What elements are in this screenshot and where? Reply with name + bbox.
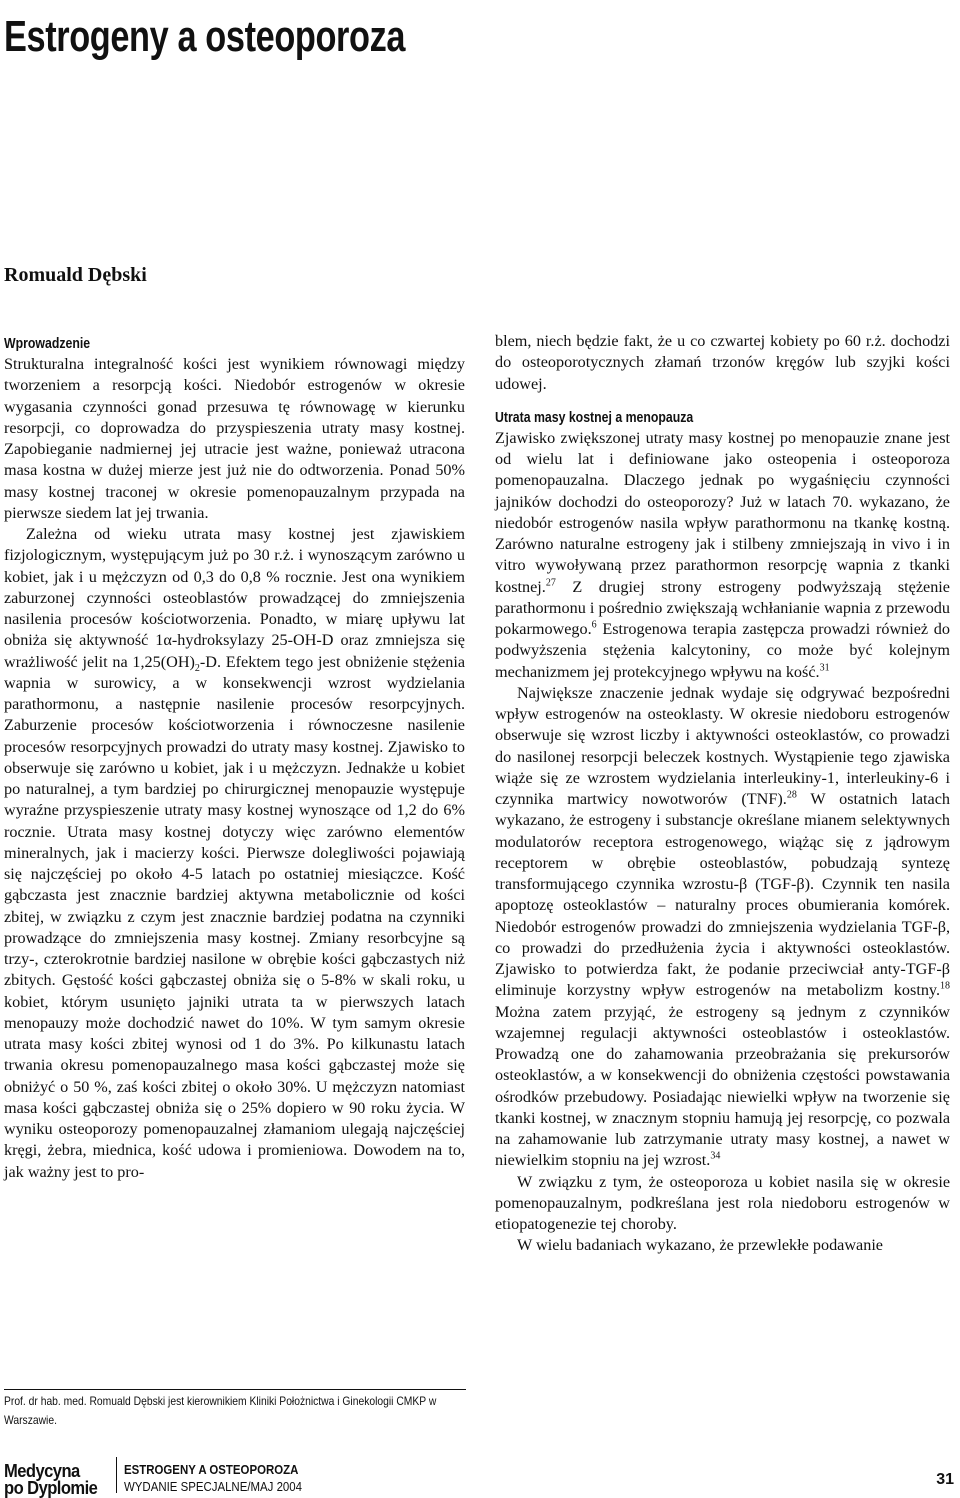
author-footnote <box>4 1389 466 1430</box>
reference-mark: 18 <box>940 980 950 992</box>
paragraph <box>495 1235 950 1256</box>
paragraph-text: -D. Efektem tego jest obniżenie stężenia wapnia w surowicy, a w konsekwencji wzrost wydzielania parathormonu, a następnie nasilenie procesów resorpcyjnych. Zaburzenie procesów kościotworzenia i równoczesne nasilenie procesów resorpcyjnych prowadzi do utraty masy kostnej. Zjawisko to obserwuje się zarówno u kobiet, jak i u mężczyzn. Jednakże u kobiet po naturalnej, a tym bardziej po chirurgicznej menopauzie występuje wyraźne przyspieszenie utraty masy kostnej wynoszące od 1,2 do 6% rocznie. Utrata masy kostnej dotyczy więc zarówno elementów mineralnych, jak i macierzy kości. Pierwsze dolegliwości pojawiają się najczęściej po około 4-5 latach po ostatniej miesiączce. Kość gąbczasta jest znacznie bardziej aktywna metabolicznie od kości zbitej, w związku z czym jest znacznie bardziej podatna na czynniki prowadzące do zmniejszenia masy kostnej. Zmiany resorbcyjne są trzy-, czterokrotnie bardziej nasilone w obrębie kości gąbczastych niż zbitych. Gęstość kości gąbczastej obniża się o 5-8% w skali roku, u kobiet, którym usunięto jajniki utrata ta w pierwszych latach menopauzy może dochodzić nawet do 10%. W tym samym okresie utrata masy kości zbitej wynosi od 1 do 3%. Po kilkunastu latach trwania okresu pomenopauzalnego masa kości gąbczastej może się obniżyć o 50 %, zaś kości zbitej o około 30%. U mężczyzn natomiast masa kości gąbczastej obniża się o 25% dopiero w 90 roku życia. W wyniku osteoporozy pomenopauzalnej złamaniom ulegają najczęściej kręgi, żebra, miednica, kość udowa i promieniowa. Dowodem na to, jak ważny jest to pro- <box>4 652 466 1181</box>
paragraph-text: W wielu badaniach wykazano, że przewlekłe podawanie <box>517 1236 883 1255</box>
paragraph <box>495 428 950 683</box>
paragraph-text: W ostatnich latach wykazano, że estrogeny i substancje określane mianem selektywnych modulatorów receptora estrogenowego, wiążąc się z jądrowym receptorem w obrębie osteoblastów, pobudzają syntezę transformującego czynnika wzrostu-β (TGF-β). Czynnik ten nasila apoptozę osteoklastów – naturalny proces obumierania komórek. Niedobór estrogenów prowadzi do zmniejszenia wydzielania TGF-β, co prowadzi do przedłużenia życia i aktywności osteoklastów. Zjawisko to potwierdza fakt, że podanie przeciwciał anty-TGF-β eliminuje korzystny wpływ estrogenów na metabolizm kostny. <box>495 790 950 1000</box>
logo-line-2: po Dyplomie <box>4 1478 98 1498</box>
paragraph <box>495 683 950 1172</box>
reference-mark: 34 <box>710 1150 721 1162</box>
logo-line-1: Medycyna <box>4 1461 80 1481</box>
page-title: Estrogeny a osteoporoza <box>4 12 406 61</box>
paragraph <box>495 331 950 395</box>
subscript: 2 <box>194 662 200 674</box>
paragraph-text: Zależna od wieku utrata masy kostnej jest zjawiskiem fizjologicznym, występującym już po 30 r.ż. i wynoszącym zarówno u kobiet, jak i u mężczyzn od 0,3 do 0,8 % rocznie. Jest ona wynikiem zaburzonej czynności osteoblastów prowadzącej do zmniejszenia nasilenia procesów kościotworzenia. Ponadto, w miarę upływu lat obniża się aktywność 1α-hydroksylazy 25-OH-D oraz zmniejsza się wrażliwość jelit na 1,25(OH) <box>4 525 465 671</box>
issue-title: ESTROGENY A OSTEOPOROZA <box>124 1462 299 1477</box>
right-column <box>495 331 950 1257</box>
paragraph-text: Można zatem przyjąć, że estrogeny są jednym z czynników wzajemnej regulacji aktywności osteoblastów i osteoklastów. Prowadzą one do zahamowania przeobrażania się prekursorów osteoklastów, a w konsekwencji do obniżenia częstości powstawania ośrodków przebudowy. Posiadając niewielki wpływ na tworzenie się tkanki kostnej, w znacznym stopniu hamują jej resorpcję, co pozwala na zahamowanie lub zatrzymanie utraty masy kostnej, a nawet w niewielkim stopniu na jej wzrost. <box>495 1002 950 1170</box>
footer-divider <box>116 1457 117 1493</box>
author-name: Romuald Dębski <box>4 264 147 286</box>
reference-mark: 6 <box>591 619 597 631</box>
paragraph-text: blem, niech będzie fakt, że u co czwartej kobiety po 60 r.ż. dochodzi do osteoporotycznych złamań trzonów kręgów lub szyjki kości udowej. <box>495 332 950 393</box>
paragraph <box>4 354 465 524</box>
reference-mark: 31 <box>819 662 830 674</box>
paragraph-text: Zjawisko zwiększonej utraty masy kostnej po menopauzie znane jest od wielu lat i definiowane jako osteopenia i osteoporoza pomenopauzalna. Dlaczego jednak po wygaśnięciu czynności jajników dochodzi do osteoporozy? Już w latach 70. wykazano, że niedobór estrogenów nasila wpływ parathormonu na tkankę kostną. Zarówno naturalne estrogeny jak i stilbeny zmniejszają in vivo i in vitro wywoływaną przez parathormon resorpcję wapnia z tkanki kostnej. <box>495 428 950 596</box>
issue-info <box>124 1461 302 1495</box>
page-footer <box>0 1455 960 1498</box>
issue-edition: WYDANIE SPECJALNE/MAJ 2004 <box>124 1479 303 1494</box>
paragraph-text: Z drugiej strony estrogeny podwyższają stężenie parathormonu i pośrednio zwiększają wchłanianie wapnia z przewodu pokarmowego. <box>495 577 950 638</box>
left-column <box>4 333 465 1183</box>
section-heading-menopause: Utrata masy kostnej a menopauza <box>495 408 694 426</box>
section-heading-intro: Wprowadzenie <box>4 335 91 352</box>
paragraph-text: Estrogenowa terapia zastępcza prowadzi również do podwyższenia stężenia kalcytoniny, co może być kolejnym mechanizmem jej protekcyjnego wpływu na kość. <box>495 620 950 681</box>
reference-mark: 27 <box>545 577 556 589</box>
reference-mark: 28 <box>786 789 797 801</box>
paragraph-text: Największe znaczenie jednak wydaje się odgrywać bezpośredni wpływ estrogenów na osteoklasty. W okresie niedoboru estrogenów obserwuje się wzrost liczby i aktywności osteoklastów, co prowadzi do nasilonej resorpcji beleczek kostnych. Wystąpienie tego zjawiska wiąże się ze wzrostem wydzielania interleukiny-1, interleukiny-6 i czynnika martwicy nowotworów (TNF). <box>495 683 950 808</box>
journal-logo <box>4 1463 112 1497</box>
page-number: 31 <box>936 1471 954 1488</box>
footnote-text: Prof. dr hab. med. Romuald Dębski jest kierownikiem Kliniki Położnictwa i Ginekologii CMKP w Warszawie. <box>4 1394 437 1427</box>
paragraph <box>495 1172 950 1236</box>
paragraph-text: Strukturalna integralność kości jest wynikiem równowagi między tworzeniem a resorpcją kości. Niedobór estrogenów w okresie wygasania czynności gonad przesuwa tę równowagę w kierunku resorpcji, co doprowadza do przyspieszenia utraty masy kostnej. Zapobieganie nadmiernej jej utracie jest ważne, ponieważ utracona masa kostna w dużej mierze jest już nie do odtworzenia. Ponad 50% masy kostnej traconej w okresie pomenopauzalnym przypada na pierwsze siedem lat jej trwania. <box>4 355 465 522</box>
paragraph <box>4 524 465 1183</box>
paragraph-text: W związku z tym, że osteoporoza u kobiet nasila się w okresie pomenopauzalnym, podkreślana jest rola niedoboru estrogenów w etiopatogenezie tej choroby. <box>495 1172 950 1233</box>
